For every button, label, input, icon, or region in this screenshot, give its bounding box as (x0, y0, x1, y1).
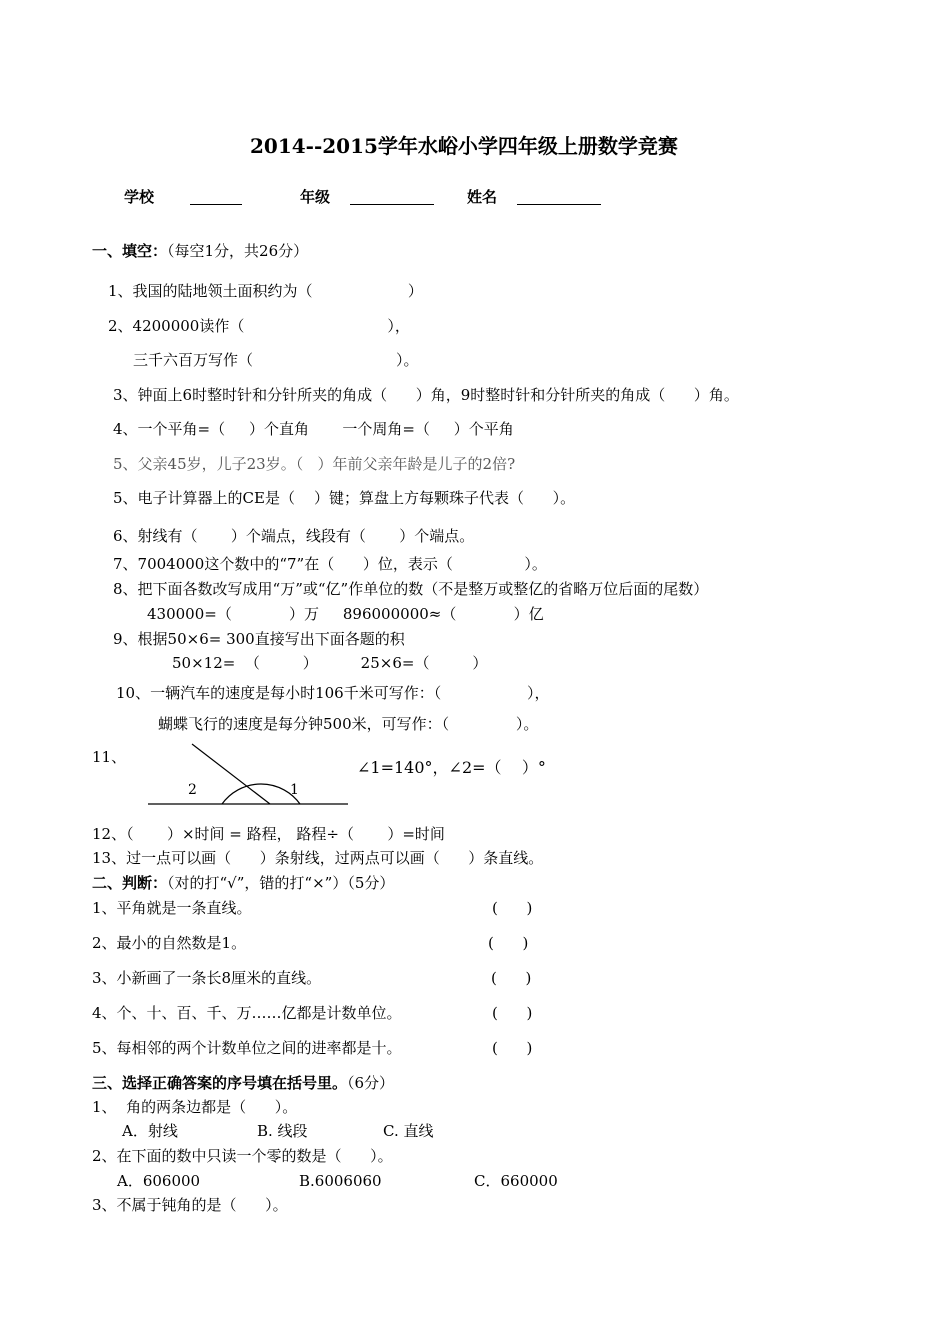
choice-1-option-c[interactable]: C. 直线 (383, 1122, 434, 1140)
choice-1-option-b[interactable]: B. 线段 (257, 1122, 308, 1140)
school-field[interactable] (190, 190, 242, 208)
section-1-title: 一、填空： (92, 242, 168, 260)
question-4: 4、一个平角=（ ）个直角 一个周角=（ ）个平角 (113, 420, 514, 438)
section-2-title: 二、判断： (92, 874, 168, 892)
section-1-heading (92, 244, 308, 259)
school-label: 学校 (124, 188, 155, 206)
section-2-heading (92, 876, 394, 891)
choice-question-1: 1、 角的两条边都是（ ）。 (92, 1098, 298, 1116)
judge-blank-3[interactable]: ( ) (491, 969, 532, 987)
section-3-heading (92, 1076, 394, 1091)
judge-blank-4[interactable]: ( ) (492, 1004, 533, 1022)
grade-label: 年级 (300, 188, 331, 206)
question-10b: 蝴蝶飞行的速度是每分钟500米，可写作：（ ）。 (158, 715, 539, 733)
grade-field[interactable] (350, 190, 434, 208)
question-9-items: 50×12= （ ） 25×6=（ ） (172, 654, 488, 672)
judge-item-4: 4、个、十、百、千、万……亿都是计数单位。 (92, 1004, 402, 1022)
question-8-items: 430000=（ ）万 896000000≈（ ）亿 (147, 605, 544, 623)
question-2a: 2、4200000读作（ ）， (108, 317, 410, 335)
choice-2-option-a[interactable]: A．606000 (117, 1172, 201, 1190)
section-2-note: （对的打“√”，错的打“×”）（5分） (167, 874, 395, 892)
page-title: 2014--2015学年水峪小学四年级上册数学竞赛 (250, 134, 678, 158)
question-10a: 10、一辆汽车的速度是每小时106千米可写作：（ ）， (116, 684, 550, 702)
angle-diagram (140, 740, 360, 810)
judge-item-3: 3、小新画了一条长8厘米的直线。 (92, 969, 322, 987)
judge-item-2: 2、最小的自然数是1。 (92, 934, 247, 952)
question-11-number: 11、 (92, 748, 127, 766)
question-1: 1、我国的陆地领土面积约为（ ） (108, 282, 423, 300)
choice-2-option-c[interactable]: C．660000 (474, 1172, 558, 1190)
judge-item-5: 5、每相邻的两个计数单位之间的进率都是十。 (92, 1039, 402, 1057)
choice-question-3: 3、不属于钝角的是（ ）。 (92, 1196, 288, 1214)
question-5a: 5、父亲45岁，儿子23岁。（ ）年前父亲年龄是儿子的2倍? (113, 455, 516, 473)
question-11-text: ∠1=140°，∠2=（ ）° (357, 758, 546, 777)
question-7: 7、7004000这个数中的“7”在（ ）位，表示（ ）。 (113, 555, 547, 573)
judge-item-1: 1、平角就是一条直线。 (92, 899, 252, 917)
angle-label-2: 2 (188, 782, 197, 798)
judge-blank-1[interactable]: ( ) (492, 899, 533, 917)
judge-blank-2[interactable]: ( ) (488, 934, 529, 952)
choice-2-option-b[interactable]: B.6006060 (299, 1172, 382, 1190)
name-field[interactable] (517, 190, 601, 208)
question-2b: 三千六百万写作（ ）。 (133, 351, 419, 369)
judge-blank-5[interactable]: ( ) (492, 1039, 533, 1057)
angle-label-1: 1 (290, 782, 299, 798)
question-6: 6、射线有（ ）个端点，线段有（ ）个端点。 (113, 527, 475, 545)
section-3-title: 三、选择正确答案的序号填在括号里。 (92, 1074, 348, 1092)
section-3-note: （6分） (347, 1074, 395, 1092)
question-13: 13、过一点可以画（ ）条射线，过两点可以画（ ）条直线。 (92, 849, 544, 867)
angle-arc (222, 784, 300, 804)
section-1-note: （每空1分，共26分） (167, 242, 309, 260)
question-12: 12、（ ）×时间 = 路程， 路程÷（ ）=时间 (92, 825, 445, 843)
choice-question-2: 2、在下面的数中只读一个零的数是（ ）。 (92, 1147, 393, 1165)
question-9: 9、根据50×6= 300直接写出下面各题的积 (113, 630, 405, 648)
choice-1-option-a[interactable]: A．射线 (122, 1122, 178, 1140)
question-5b: 5、电子计算器上的CE是（ ）键；算盘上方每颗珠子代表（ ）。 (113, 489, 576, 507)
name-label: 姓名 (467, 188, 498, 206)
question-8: 8、把下面各数改写成用“万”或“亿”作单位的数（不是整万或整亿的省略万位后面的尾数） (113, 580, 709, 598)
question-3: 3、钟面上6时整时针和分针所夹的角成（ ）角，9时整时针和分针所夹的角成（ ）角。 (113, 386, 739, 404)
